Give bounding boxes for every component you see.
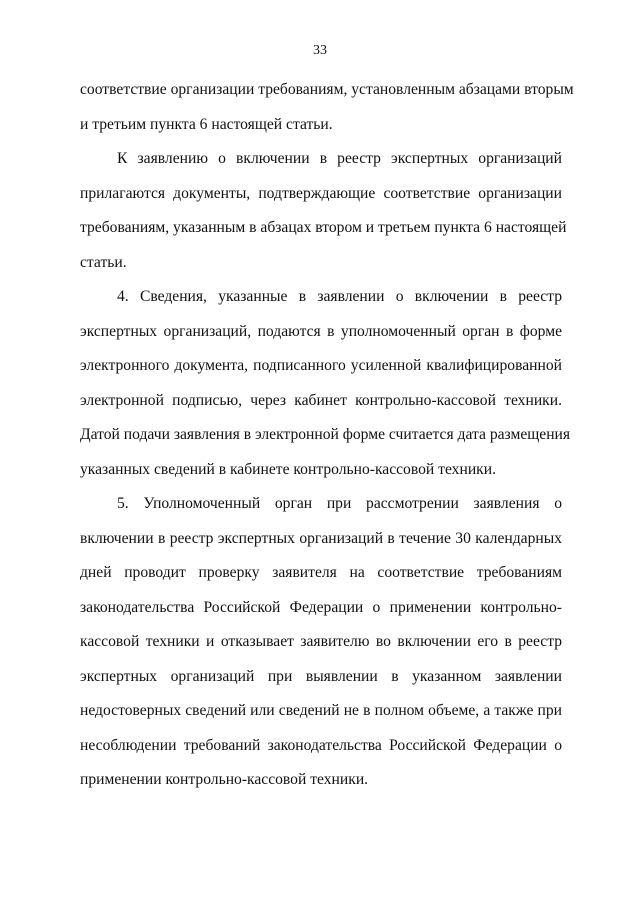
text-line: экспертных организаций, подаются в уполномоченный орган в форме	[80, 322, 562, 340]
text-line: экспертных организаций при выявлении в указанном заявлении	[80, 667, 562, 685]
text-line: статьи.	[80, 253, 127, 271]
text-line: законодательства Российской Федерации о применении контрольно-	[80, 598, 562, 616]
text-line: несоблюдении требований законодательства Российской Федерации о	[80, 736, 562, 754]
text-line: и третьим пункта 6 настоящей статьи.	[80, 115, 333, 133]
text-line: недостоверных сведений или сведений не в полном объеме, а также при	[80, 702, 562, 719]
text-line: требованиям, указанным в абзацах втором и третьем пункта 6 настоящей	[80, 219, 567, 236]
text-line: 5. Уполномоченный орган при рассмотрении заявления о	[117, 495, 562, 512]
text-line: соответствие организации требованиям, установленным абзацами вторым	[80, 81, 574, 98]
text-line: 4. Сведения, указанные в заявлении о включении в реестр	[117, 288, 562, 305]
text-line: К заявлению о включении в реестр экспертных организаций	[117, 150, 562, 167]
text-line: прилагаются документы, подтверждающие соответствие организации	[80, 184, 562, 202]
document-body	[80, 76, 574, 801]
page-number: 33	[313, 43, 327, 58]
text-line: дней проводит проверку заявителя на соответствие требованиям	[80, 564, 562, 581]
text-line: кассовой техники и отказывает заявителю во включении его в реестр	[80, 633, 562, 650]
text-line: применении контрольно-кассовой техники.	[80, 771, 369, 788]
text-line: включении в реестр экспертных организаций в течение 30 календарных	[80, 529, 562, 547]
text-line: Датой подачи заявления в электронной форме считается дата размещения	[80, 426, 571, 443]
text-line: указанных сведений в кабинете контрольно-кассовой техники.	[80, 460, 496, 478]
text-line: электронного документа, подписанного усиленной квалифицированной	[80, 357, 562, 374]
text-line: электронной подписью, через кабинет контрольно-кассовой техники.	[80, 391, 562, 409]
